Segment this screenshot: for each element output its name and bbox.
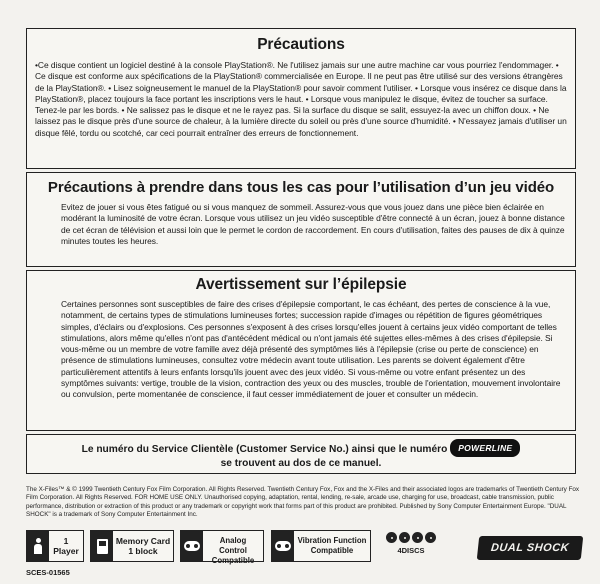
feature-icons-row (26, 530, 582, 564)
memory-card-label: Memory Card (115, 536, 171, 546)
customer-service-line2: se trouvent au dos de ce manuel. (220, 458, 382, 469)
vibration-function-label: Vibration Function (297, 536, 367, 545)
product-code: SCES-01565 (26, 568, 70, 577)
dual-shock-logo: DUAL SHOCK (477, 536, 584, 560)
disc-count-badge (381, 530, 441, 564)
customer-service-line1 (27, 439, 575, 457)
video-precautions-section (26, 172, 576, 267)
memory-card-icon (91, 531, 113, 561)
player-count: 1 (63, 536, 69, 546)
disc-icon (381, 532, 441, 543)
customer-service-section (26, 434, 576, 474)
epilepsy-text: Certaines personnes sont susceptibles de faire des crises d'épilepsie comportant, le cas échéant, des pertes de conscience à la vue, notamment, de certains types de stimulations lumineuses fortes; succession rapide d'images ou répétition de figures géométriques simples, d'éclairs ou d'explosions. Ces personnes s'exposent à des crises lorsqu'elles jouent à certains jeux vidéo comportant de telles stimulations, alors même qu'elles n'ont pas d'antécédent médical ou n'ont jamais été sujettes elles-mêmes à des crises d'épilepsie. Si vous-même ou un membre de votre famille avez déjà présenté des symptômes liés à l'épilepsie (crise ou perte de conscience) en présence de stimulations lumineuses, consultez votre médecin avant toute utilisation. Les parents se doivent également d'être particulièrement attentifs à leurs enfants lorsqu'ils jouent avec des jeux vidéo. Si vous-même ou votre enfant présentez un des symptômes suivants: vertige, trouble de la vision, contraction des yeux ou des muscles, trouble de l'orientation, mouvement involontaire ou convulsion, perte momentanée de conscience, il faut cesser immédiatement de jouer et consulter un médecin. (61, 299, 561, 400)
analog-control-badge (180, 530, 264, 565)
video-precautions-text: Evitez de jouer si vous êtes fatigué ou si vous manquez de sommeil. Assurez-vous que vous jouez dans une pièce bien éclairée en modérant la luminosité de votre écran. Lorsque vous utilisez un jeu vidéo susceptible d'être connecté à un écran, jouez à bonne distance de cet écran de télévision et aussi loin que le permet le cordon de raccordement. En cours d'utilisation, faites des pauses de dix à quinze minutes toutes les heures. (61, 202, 565, 246)
vibration-compatible-label: Compatible (310, 546, 354, 555)
epilepsy-title: Avertissement sur l’épilepsie (195, 276, 407, 293)
powerline-badge: POWERLINE (450, 439, 520, 457)
player-count-badge (26, 530, 84, 562)
precautions-text: •Ce disque contient un logiciel destiné à la console PlayStation®. Ne l'utilisez jamais sur une autre machine car vous pourriez l'endommager. • Ce disque est conforme aux spécifications de la PlayStation® commercialisée en Europe. Il ne peut pas être utilisé sur des versions étrangères de la PlayStation®. • Lisez soigneusement le manuel de la PlayStation® pour savoir comment l'utiliser. • Lorsque vous insérez ce disque dans la PlayStation®, placez toujours la face portant les inscriptions vers le haut. • Lorsque vous manipulez le disque, évitez de toucher sa surface. Tenez-le par les bords. • Ne salissez pas le disque et ne le rayez pas. Si la surface du disque se salit, essuyez-la avec un chiffon doux. • Ne laissez pas le disque près d'une source de chaleur, à la lumière directe du soleil ou près d'une source d'humidité. • N'essayez jamais d'utiliser un disque fêlé, tordu ou scotché, car ceci pourrait entraîner des erreurs de fonctionnement. (35, 60, 567, 138)
vibration-function-badge (271, 530, 371, 562)
customer-service-text: Le numéro du Service Clientèle (Customer Service No.) ainsi que le numéro (81, 444, 448, 455)
person-icon (27, 531, 49, 561)
legal-notice: The X-Files™ & © 1999 Twentieth Century Fox Film Corporation. All Rights Reserved. Twentieth Century Fox, Fox and the X-Files and their associated logos are trademarks of Twentieth Century Fox Film Corporation. All Rights Reserved. FOR HOME USE ONLY. Unauthorised copying, adaptation, rental, lending, re-sale, arcade use, charging for use, broadcast, cable transmission, public performance, distribution or extraction of this product or any trademark or copyright work that forms part of this product are prohibited. Published by Sony Computer Entertainment Europe. "DUAL SHOCK" is a trademark of Sony Computer Entertainment Inc. (26, 486, 580, 518)
disc-count-label: 4DISCS (397, 546, 425, 555)
precautions-title: Précautions (257, 36, 345, 53)
memory-card-blocks: 1 block (128, 546, 158, 556)
analog-compatible-label: Compatible (211, 556, 255, 565)
precautions-section (26, 28, 576, 169)
player-label: Player (53, 546, 79, 556)
memory-card-badge (90, 530, 174, 562)
video-precautions-title: Précautions à prendre dans tous les cas pour l’utilisation d’un jeu vidéo (47, 179, 555, 196)
controller-icon (272, 531, 294, 561)
controller-icon (181, 531, 203, 561)
analog-control-label: Analog Control (219, 536, 247, 555)
epilepsy-section (26, 270, 576, 431)
